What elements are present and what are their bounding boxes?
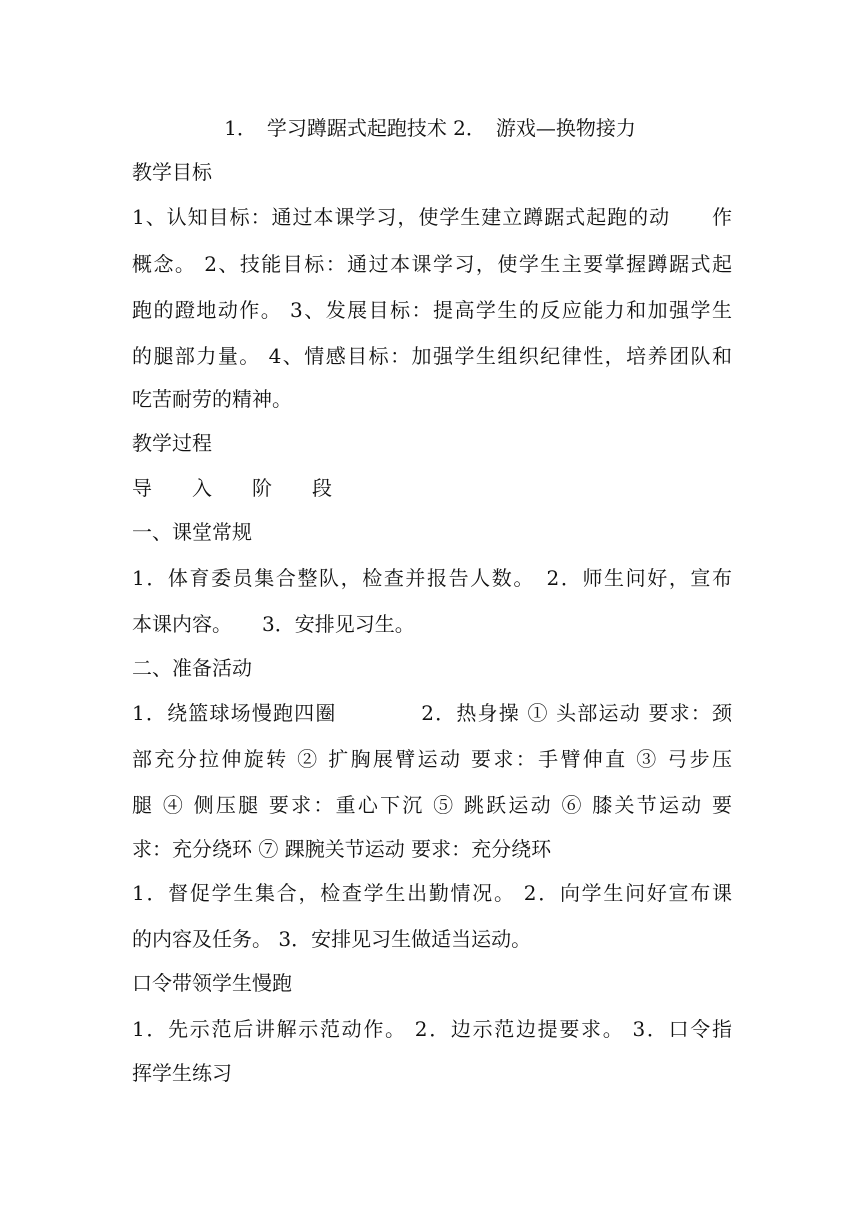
command-line: 口令带领学生慢跑 <box>132 971 292 995</box>
section2-heading: 二、准备活动 <box>132 656 252 680</box>
section1-line-2: 本课内容。 3．安排见习生。 <box>132 612 415 636</box>
objectives-line-1: 1、认知目标：通过本课学习，使学生建立蹲踞式起跑的动 作 <box>132 205 732 229</box>
section2-line-4: 求：充分绕环 ⑦ 踝腕关节运动 要求：充分绕环 <box>132 837 552 861</box>
teacher-line-1: 1．督促学生集合，检查学生出勤情况。 2．向学生问好宣布课 <box>132 881 732 905</box>
objectives-line-2: 概念。 2、技能目标：通过本课学习，使学生主要掌握蹲踞式起 <box>132 252 732 276</box>
demo-line-2: 挥学生练习 <box>132 1061 232 1085</box>
teacher-line-2: 的内容及任务。 3．安排见习生做适当运动。 <box>132 927 532 951</box>
objectives-heading: 教学目标 <box>132 160 212 184</box>
section1-heading: 一、课堂常规 <box>132 520 252 544</box>
topics-line: 1． 学习蹲踞式起跑技术 2． 游戏—换物接力 <box>224 116 636 140</box>
objectives-line-4: 的腿部力量。 4、情感目标：加强学生组织纪律性，培养团队和 <box>132 344 732 368</box>
stage-heading: 导 入 阶 段 <box>132 476 332 500</box>
demo-line-1: 1．先示范后讲解示范动作。 2．边示范边提要求。 3．口令指 <box>132 1017 732 1041</box>
objectives-line-3: 跑的蹬地动作。 3、发展目标：提高学生的反应能力和加强学生 <box>132 298 732 322</box>
section2-line-1: 1．绕篮球场慢跑四圈 2．热身操 ① 头部运动 要求：颈 <box>132 701 732 725</box>
section2-line-2: 部充分拉伸旋转 ② 扩胸展臂运动 要求：手臂伸直 ③ 弓步压 <box>132 747 732 771</box>
process-heading: 教学过程 <box>132 431 212 455</box>
objectives-line-5: 吃苦耐劳的精神。 <box>132 387 292 411</box>
section2-line-3: 腿 ④ 侧压腿 要求：重心下沉 ⑤ 跳跃运动 ⑥ 膝关节运动 要 <box>132 793 732 817</box>
section1-line-1: 1．体育委员集合整队，检查并报告人数。 2．师生问好，宣布 <box>132 566 732 590</box>
